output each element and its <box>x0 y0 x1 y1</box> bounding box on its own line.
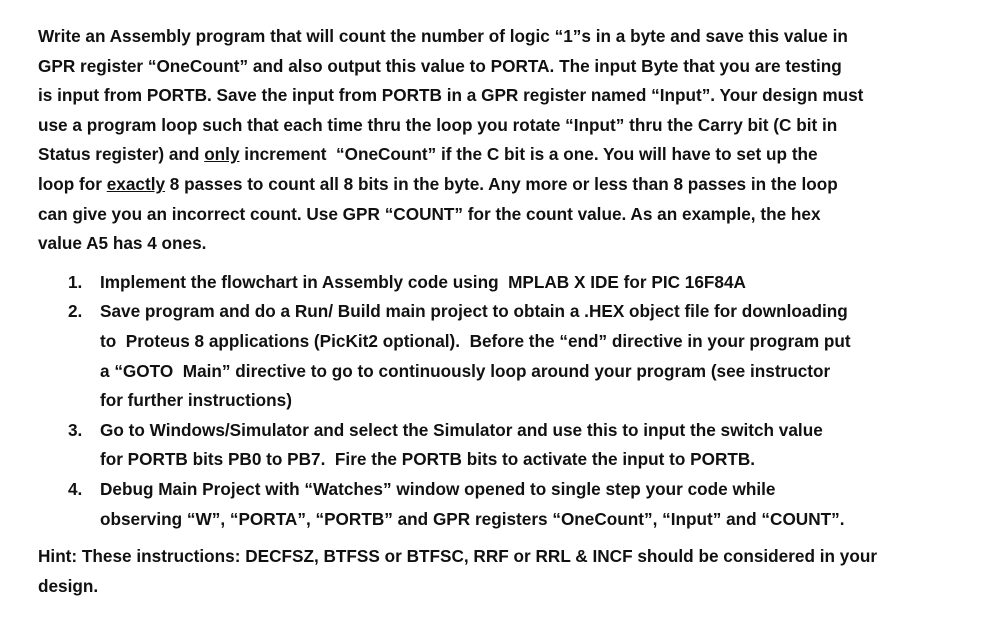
step-line: for PORTB bits PB0 to PB7. Fire the PORTB bits to activate the input to PORTB. <box>100 449 756 470</box>
step-item <box>38 475 968 534</box>
step-number: 3. <box>68 419 83 440</box>
intro-line: 8 passes to count all 8 bits in the byte. Any more or less than 8 passes in the loop <box>165 173 838 194</box>
intro-line: use a program loop such that each time thru the loop you rotate “Input” thru the Carry bit (C bit in <box>38 114 838 135</box>
intro-line: GPR register “OneCount” and also output this value to PORTA. The input Byte that you are testing <box>38 55 842 76</box>
step-line: observing “W”, “PORTA”, “PORTB” and GPR registers “OneCount”, “Input” and “COUNT”. <box>100 508 845 529</box>
hint-line: design. <box>38 575 99 596</box>
hint-line: Hint: These instructions: DECFSZ, BTFSS or BTFSC, RRF or RRL & INCF should be considered in your <box>38 546 878 567</box>
step-line: for further instructions) <box>100 390 292 411</box>
intro-line: is input from PORTB. Save the input from PORTB in a GPR register named “Input”. Your design must <box>38 85 864 106</box>
intro-line: Status register) and <box>38 144 205 165</box>
step-line: Go to Windows/Simulator and select the Simulator and use this to input the switch value <box>100 419 823 440</box>
step-line: Save program and do a Run/ Build main project to obtain a .HEX object file for downloading <box>100 301 848 322</box>
intro-line: Write an Assembly program that will count the number of logic “1”s in a byte and save this value in <box>38 26 848 46</box>
underlined-word-only: only <box>204 144 240 165</box>
step-line: Implement the flowchart in Assembly code using MPLAB X IDE for PIC 16F84A <box>100 271 746 292</box>
step-line: Debug Main Project with “Watches” window opened to single step your code while <box>100 478 776 499</box>
intro-line: loop for <box>38 173 107 194</box>
step-item <box>38 268 968 298</box>
step-line: a “GOTO Main” directive to go to continuously loop around your program (see instructor <box>100 360 831 381</box>
intro-line: can give you an incorrect count. Use GPR “COUNT” for the count value. As an example, the hex <box>38 203 821 224</box>
step-number: 1. <box>68 271 83 292</box>
step-item <box>38 416 968 475</box>
intro-line: increment “OneCount” if the C bit is a one. You will have to set up the <box>239 144 818 165</box>
step-number: 4. <box>68 478 83 499</box>
step-item <box>38 297 968 415</box>
intro-paragraph <box>38 22 968 259</box>
hint-paragraph <box>38 542 968 601</box>
steps-list <box>38 268 968 534</box>
step-number: 2. <box>68 301 83 322</box>
underlined-word-exactly: exactly <box>106 173 166 194</box>
intro-line: value A5 has 4 ones. <box>38 233 207 254</box>
step-line: to Proteus 8 applications (PicKit2 optional). Before the “end” directive in your program put <box>100 330 851 351</box>
assignment-document <box>38 22 968 601</box>
